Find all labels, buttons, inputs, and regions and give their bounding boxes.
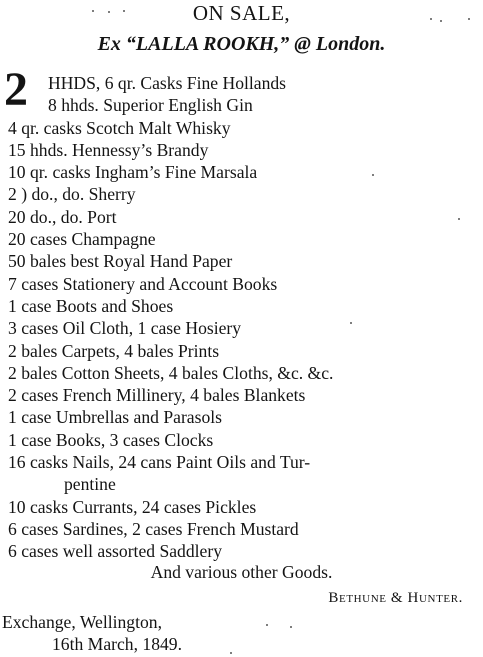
- list-item: 20 cases Champagne: [8, 229, 156, 250]
- list-item: 16 casks Nails, 24 cans Paint Oils and Tur-: [8, 452, 311, 473]
- list-item: 2 ) do., do. Sherry: [8, 184, 136, 205]
- list-item: 6 cases well assorted Saddlery: [8, 541, 222, 562]
- ink-speck: [350, 322, 352, 324]
- ink-speck: [230, 652, 232, 654]
- list-item: 10 casks Currants, 24 cases Pickles: [8, 496, 257, 517]
- ad-title: ON SALE,: [192, 1, 291, 25]
- ink-speck: [290, 626, 292, 628]
- ink-speck: [372, 174, 374, 176]
- closing-line: And various other Goods.: [150, 562, 333, 582]
- list-item: 4 qr. casks Scotch Malt Whisky: [8, 117, 231, 138]
- list-item: 1 case Umbrellas and Parasols: [8, 407, 222, 428]
- ink-speck: [458, 218, 460, 220]
- ink-speck: [123, 10, 125, 12]
- ink-speck: [440, 20, 442, 22]
- ink-speck: [430, 18, 432, 20]
- ink-speck: [108, 11, 110, 13]
- place-line: Exchange, Wellington,: [2, 612, 162, 632]
- list-item: 20 do., do. Port: [8, 206, 117, 227]
- list-item-text: HHDS, 6 qr. Casks Fine Hollands: [48, 73, 287, 93]
- list-item: 2 cases French Millinery, 4 bales Blankets: [8, 385, 306, 406]
- list-item: 1 case Books, 3 cases Clocks: [8, 429, 214, 450]
- list-item-continuation: pentine: [64, 474, 116, 495]
- list-item: 2 bales Cotton Sheets, 4 bales Cloths, &c. &c.: [8, 362, 334, 383]
- signature: Bethune & Hunter.: [328, 590, 463, 606]
- goods-list: [4, 63, 478, 563]
- ink-speck: [92, 10, 94, 12]
- list-item: 15 hhds. Hennessy’s Brandy: [8, 139, 209, 160]
- list-item: 1 case Boots and Shoes: [8, 295, 174, 316]
- list-item: 10 qr. casks Ingham’s Fine Marsala: [8, 162, 258, 183]
- ship-line: Ex “LALLA ROOKH,” @ London.: [97, 33, 386, 55]
- date-line: 16th March, 1849.: [52, 634, 182, 654]
- ink-speck: [266, 624, 268, 626]
- list-item: 50 bales best Royal Hand Paper: [8, 251, 233, 272]
- ink-speck: [468, 18, 470, 20]
- list-item: 6 cases Sardines, 2 cases French Mustard: [8, 518, 299, 539]
- list-item: 2 bales Carpets, 4 bales Prints: [8, 340, 220, 361]
- list-item: [4, 63, 478, 117]
- list-item: 7 cases Stationery and Account Books: [8, 273, 278, 294]
- list-item: 3 cases Oil Cloth, 1 case Hosiery: [8, 318, 242, 339]
- list-item-text: 8 hhds. Superior English Gin: [48, 95, 253, 116]
- drop-cap: 2: [4, 63, 28, 116]
